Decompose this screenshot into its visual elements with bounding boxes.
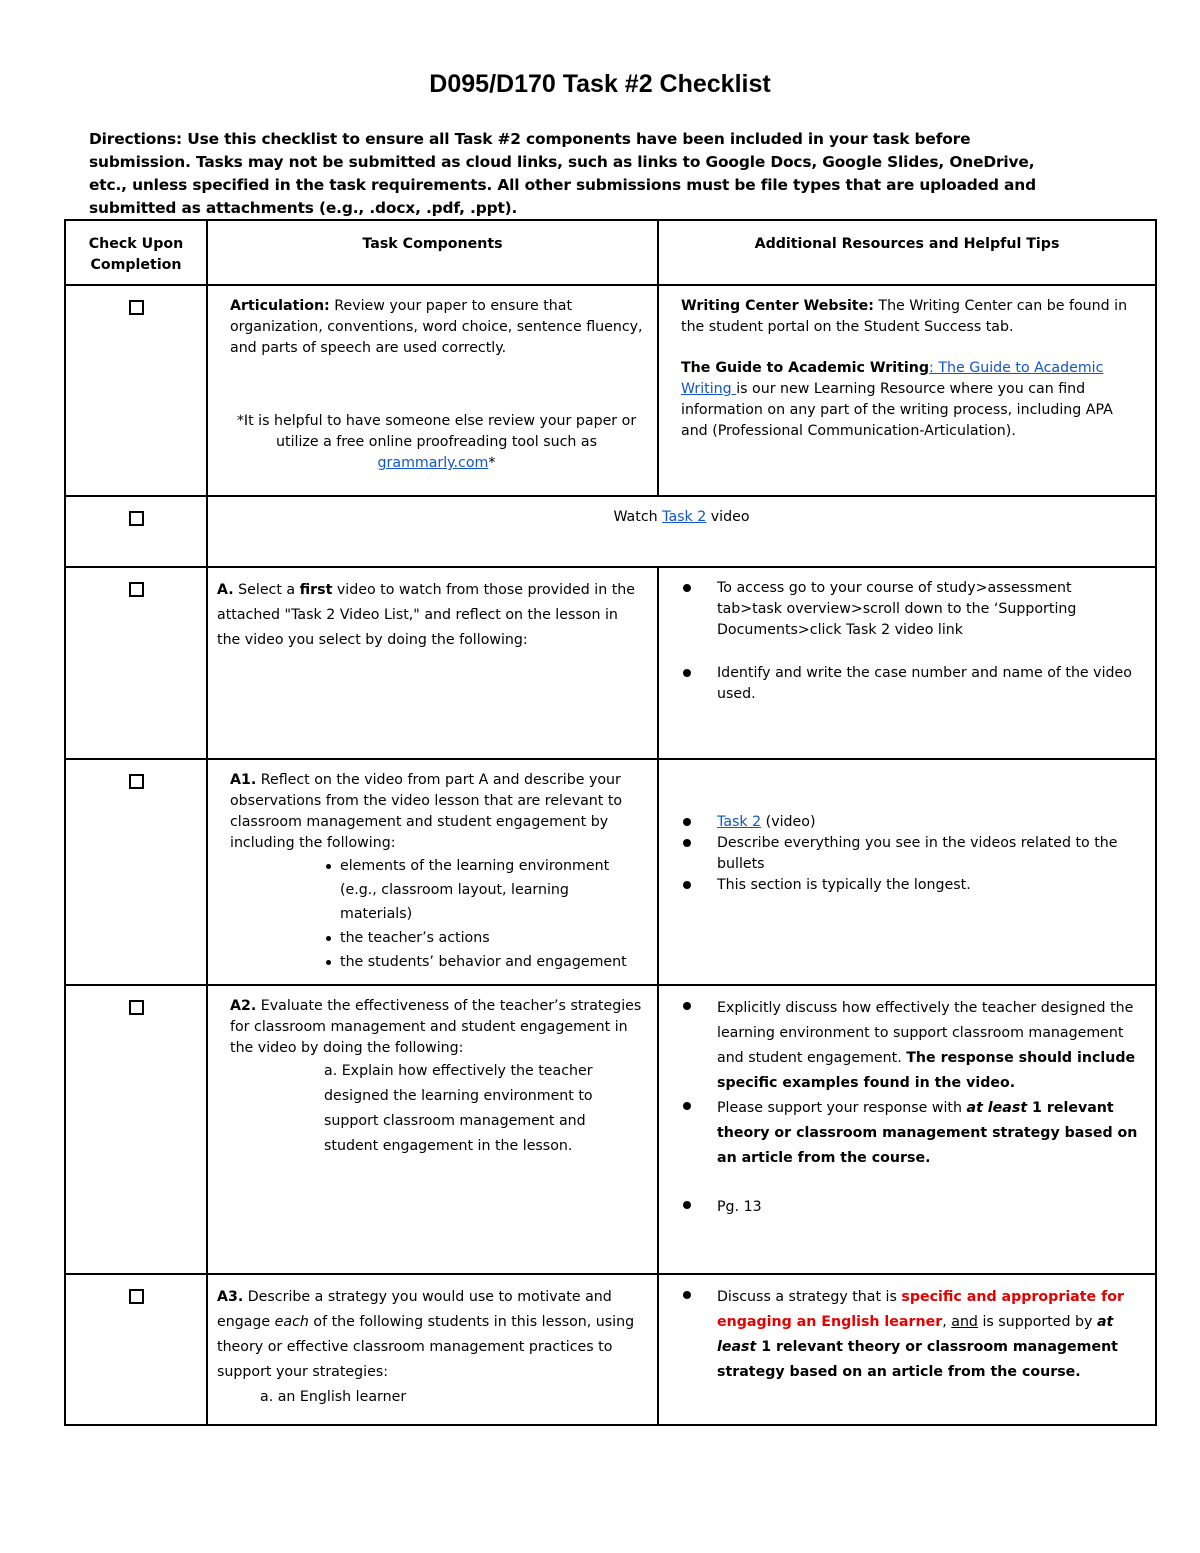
writing-center-text: The Writing Center can be found in the student portal on the Student Success tab. [681,298,1128,335]
guide-text: is our new Learning Resource where you can find information on any part of the writing process, including APA and (Professional Communication-Articulation). [681,381,1113,439]
proofreading-note-end: * [488,455,496,471]
a2-tip-2-bold: 1 relevant theory or classroom management strategy based on an article from the course. [717,1100,1138,1166]
check-cell [65,759,207,985]
a1-tip-link-post: (video) [761,814,816,830]
articulation-label: Articulation: [230,298,330,314]
checkbox-a[interactable] [129,582,144,597]
bullet-icon [326,936,331,941]
a2-sub-item: a. Explain how effectively the teacher designed the learning environment to support classroom management and student engagement in the lesson. [324,1063,593,1154]
checkbox-a3[interactable] [129,1289,144,1304]
proofreading-note [230,411,643,474]
table-row-articulation [65,285,1156,496]
component-articulation [207,285,658,496]
bullet-icon [326,960,331,965]
component-a3 [207,1274,658,1425]
watch-video-cell [207,496,1156,567]
a1-tip-2: Describe everything you see in the videos related to the bullets [717,835,1118,872]
header-components [207,220,658,285]
header-components-label: Task Components [362,236,503,252]
a-label: A. [217,582,234,598]
table-row-a1 [65,759,1156,985]
list-item [659,1096,1145,1171]
proofreading-note-text: *It is helpful to have someone else review your paper or utilize a free online proofreading tool such as [236,413,637,450]
checkbox-a1[interactable] [129,774,144,789]
a2-body: Evaluate the effectiveness of the teacher’s strategies for classroom management and student engagement in the video by doing the following: [230,998,642,1056]
bullet-icon [683,1002,691,1010]
a3-tip-plain: Discuss a strategy that is [717,1289,902,1305]
a3-text-1: Describe a strategy you would use to motivate and engage [217,1289,612,1330]
a2-tips-list [659,996,1145,1220]
resources-a1 [658,759,1156,985]
resources-a [658,567,1156,759]
checkbox-video[interactable] [129,511,144,526]
watch-video-pre: Watch [613,509,663,525]
a3-tip-comma: , [942,1314,952,1330]
bullet-icon [683,1201,691,1209]
a3-tips-list [659,1285,1145,1385]
a2-text [230,996,643,1059]
a3-tip-em: at least [717,1314,1114,1355]
bullet-icon [683,584,691,592]
a3-tip-red: specific and appropriate for engaging an English learner [717,1289,1125,1330]
a-tip-1: To access go to your course of study>assessment tab>task overview>scroll down to the ‘Supporting Documents>click Task 2 video link [717,580,1077,638]
a1-task2-link[interactable]: Task 2 [717,814,762,830]
checkbox-articulation[interactable] [129,300,144,315]
header-resources-label: Additional Resources and Helpful Tips [754,236,1060,252]
a1-item-1: elements of the learning environment (e.g., classroom layout, learning materials) [340,858,610,922]
component-a1 [207,759,658,985]
bullet-icon [683,669,691,677]
list-item [659,1195,1145,1220]
a3-text [217,1285,645,1385]
table-row-video [65,496,1156,567]
a1-text [230,770,643,854]
a1-tip-3: This section is typically the longest. [717,877,971,893]
watch-video-post: video [706,509,750,525]
list-item [230,950,643,974]
list-item [230,854,643,926]
check-cell [65,985,207,1274]
articulation-text [230,296,643,359]
writing-center-label: Writing Center Website: [681,298,874,314]
a-text-1: Select a [233,582,300,598]
a-bold-first: first [299,582,333,598]
a1-tips-list [659,812,1141,896]
a1-label: A1. [230,772,257,788]
header-check [65,220,207,285]
list-item [659,1285,1145,1385]
articulation-body: Review your paper to ensure that organization, conventions, word choice, sentence fluency, and parts of speech are used correctly. [230,298,643,356]
a1-body: Reflect on the video from part A and describe your observations from the video lesson that are relevant to classroom management and student engagement by including the following: [230,772,623,851]
a3-text-2: of the following students in this lesson, using theory or effective classroom management practices to support your strategies: [217,1314,635,1380]
a3-label: A3. [217,1289,244,1305]
checkbox-a2[interactable] [129,1000,144,1015]
resources-a2 [658,985,1156,1274]
a-tip-2: Identify and write the case number and name of the video used. [717,665,1132,702]
bullet-icon [683,1291,691,1299]
list-item [659,875,1141,896]
directions-text: Directions: Use this checklist to ensure all Task #2 components have been included in your task before submission. Tasks may not be submitted as cloud links, such as links to Google Docs, Google Slides, OneDrive, etc., unless specified in the task requirements. All other submissions must be file types that are uploaded and submitted as attachments (e.g., .docx, .pdf, .ppt). [89,130,1036,217]
a1-item-2: the teacher’s actions [340,930,490,946]
page-title: D095/D170 Task #2 Checklist [429,70,771,98]
a1-items-list [230,854,643,974]
a3-tip-bold: 1 relevant theory or classroom management strategy based on an article from the course. [717,1339,1118,1380]
a2-tip-2: Please support your response with [717,1100,967,1116]
check-cell [65,285,207,496]
guide-label: The Guide to Academic Writing [681,360,930,376]
list-item [230,926,643,950]
a3-em-each: each [274,1314,309,1330]
bullet-icon [683,839,691,847]
guide-tip [681,358,1141,442]
a2-label: A2. [230,998,257,1014]
list-item [659,812,1141,833]
a2-tip-2-em: at least [966,1100,1028,1116]
task2-video-link[interactable]: Task 2 [662,509,707,525]
list-item [659,578,1141,641]
a3-sub-item: a. an English learner [260,1389,407,1405]
resources-articulation [658,285,1156,496]
bullet-icon [683,1102,691,1110]
bullet-icon [326,864,331,869]
bullet-icon [683,818,691,826]
list-item [659,833,1141,875]
guide-link[interactable]: : The Guide to Academic Writing [681,360,1104,397]
check-cell [65,1274,207,1425]
a2-tip-1: Explicitly discuss how effectively the teacher designed the learning environment to support classroom management and student engagement. [717,1000,1134,1066]
check-cell [65,496,207,567]
component-a2 [207,985,658,1274]
a-tips-list [659,578,1141,705]
check-cell [65,567,207,759]
table-header-row [65,220,1156,285]
a3-tip-mid: is supported by [977,1314,1097,1330]
table-row-a3 [65,1274,1156,1425]
table-row-a2 [65,985,1156,1274]
header-check-label: Check Upon Completion [88,236,184,273]
a-text-2: video to watch from those provided in the attached "Task 2 Video List," and reflect on the lesson in the video you select by doing the following: [217,582,635,648]
component-a [207,567,658,759]
list-item [659,663,1141,705]
checklist-table [64,219,1157,1426]
a3-tip-and: and [951,1314,978,1330]
writing-center-tip [681,296,1141,338]
grammarly-link[interactable]: grammarly.com [377,455,489,471]
header-resources [658,220,1156,285]
a1-item-3: the students’ behavior and engagement [340,954,627,970]
table-row-a [65,567,1156,759]
bullet-icon [683,881,691,889]
a2-tip-3: Pg. 13 [717,1199,762,1215]
list-item [659,996,1145,1096]
resources-a3 [658,1274,1156,1425]
a2-tip-1-bold: The response should include specific examples found in the video. [717,1050,1136,1091]
